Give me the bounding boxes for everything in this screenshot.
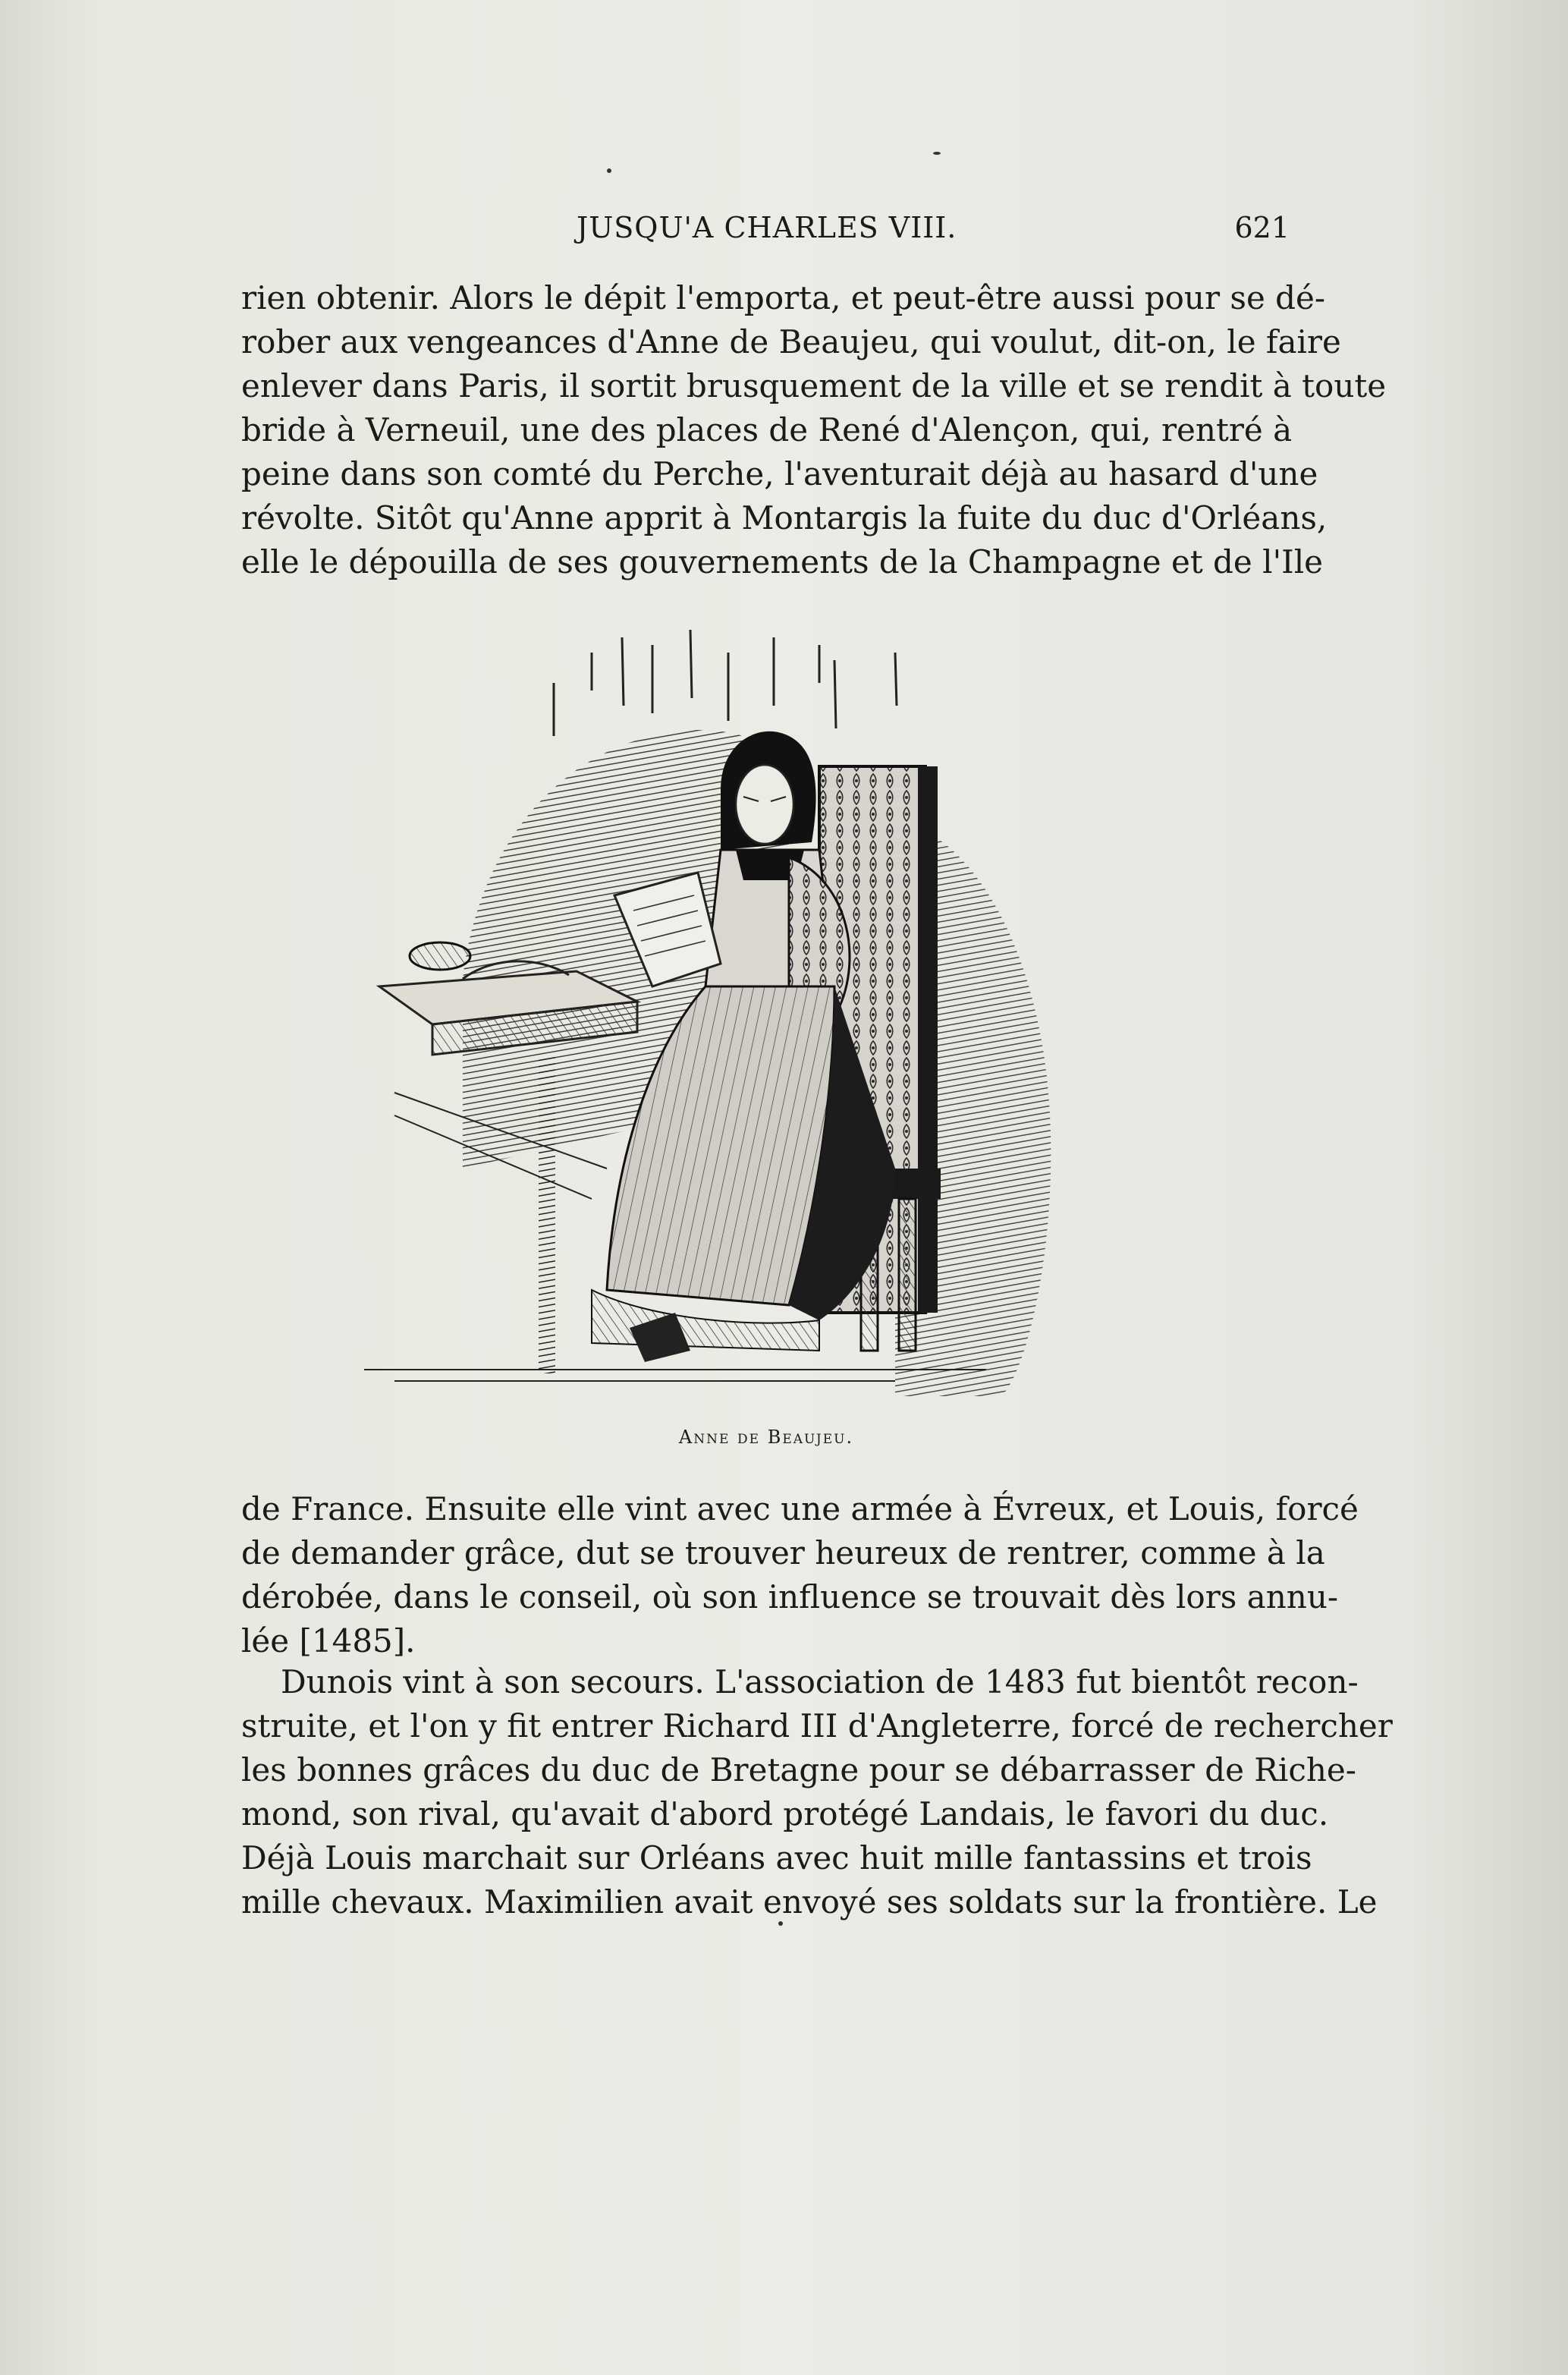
figure-caption: Anne de Beaujeu. xyxy=(678,1427,854,1448)
ink-speck xyxy=(933,152,941,155)
text-line: peine dans son comté du Perche, l'aventurait déjà au hasard d'une xyxy=(241,455,1318,492)
text-line: enlever dans Paris, il sortit brusquement de la ville et se rendit à toute xyxy=(241,367,1387,404)
text-line: de France. Ensuite elle vint avec une armée à Évreux, et Louis, forcé xyxy=(241,1490,1359,1527)
page-number: 621 xyxy=(1234,211,1290,244)
text-line: elle le dépouilla de ses gouvernements de la Champagne et de l'Ile xyxy=(241,543,1323,580)
engraving-anne-de-beaujeu xyxy=(364,622,1161,1427)
text-line: mille chevaux. Maximilien avait envoyé ses soldats sur la frontière. Le xyxy=(241,1883,1378,1920)
text-line: rien obtenir. Alors le dépit l'emporta, et peut-être aussi pour se dé- xyxy=(241,279,1326,316)
paragraph-continued xyxy=(241,276,1387,584)
running-head xyxy=(243,211,1290,256)
text-line: révolte. Sitôt qu'Anne apprit à Montargis la fuite du duc d'Orléans, xyxy=(241,499,1328,536)
text-line: Dunois vint à son secours. L'association de 1483 fut bientôt recon- xyxy=(281,1663,1359,1700)
running-title: JUSQU'A CHARLES VIII. xyxy=(577,211,957,244)
text-line: les bonnes grâces du duc de Bretagne pour se débarrasser de Riche- xyxy=(241,1751,1356,1788)
paragraph-continued-after-figure xyxy=(241,1487,1359,1663)
text-line: rober aux vengeances d'Anne de Beaujeu, qui voulut, dit-on, le faire xyxy=(241,323,1341,360)
text-line: de demander grâce, dut se trouver heureux de rentrer, comme à la xyxy=(241,1534,1325,1571)
text-line: bride à Verneuil, une des places de René d'Alençon, qui, rentré à xyxy=(241,411,1293,448)
text-line: mond, son rival, qu'avait d'abord protégé Landais, le favori du duc. xyxy=(241,1795,1329,1832)
engraving-illustration xyxy=(364,622,1161,1427)
text-line: dérobée, dans le conseil, où son influence se trouvait dès lors annu- xyxy=(241,1578,1339,1615)
ink-speck xyxy=(607,168,611,173)
text-line: struite, et l'on y fit entrer Richard III d'Angleterre, forcé de rechercher xyxy=(241,1707,1393,1744)
floor-lines xyxy=(364,1370,986,1381)
paragraph-dunois xyxy=(241,1660,1393,1924)
text-line: Déjà Louis marchait sur Orléans avec huit mille fantassins et trois xyxy=(241,1839,1312,1876)
text-line: lée [1485]. xyxy=(241,1622,416,1659)
